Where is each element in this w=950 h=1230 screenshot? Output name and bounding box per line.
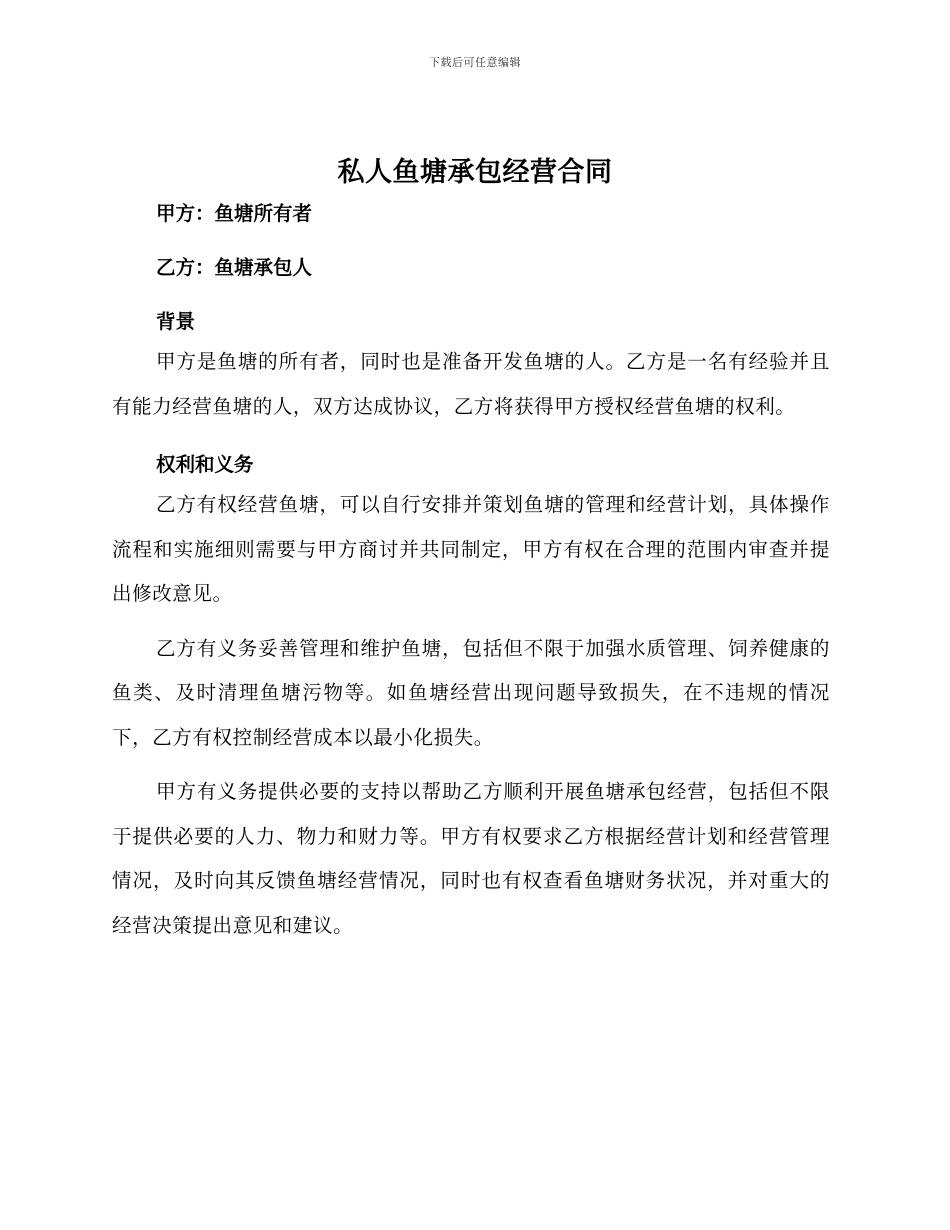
- document-body: [112, 196, 830, 948]
- rights-paragraph-2: 乙方有义务妥善管理和维护鱼塘，包括但不限于加强水质管理、饲养健康的鱼类、及时清理鱼塘污物等。如鱼塘经营出现问题导致损失，在不违规的情况下，乙方有权控制经营成本以最小化损失。: [112, 636, 830, 749]
- party-a-line: 甲方：鱼塘所有者: [156, 202, 313, 225]
- background-paragraph: 甲方是鱼塘的所有者，同时也是准备开发鱼塘的人。乙方是一名有经验并且有能力经营鱼塘的人，双方达成协议，乙方将获得甲方授权经营鱼塘的权利。: [112, 350, 830, 418]
- document-title: 私人鱼塘承包经营合同: [337, 157, 613, 188]
- section-heading-background: 背景: [156, 310, 196, 333]
- rights-paragraph-3: 甲方有义务提供必要的支持以帮助乙方顺利开展鱼塘承包经营，包括但不限于提供必要的人力、物力和财力等。甲方有权要求乙方根据经营计划和经营管理情况，及时向其反馈鱼塘经营情况，同时也有权查看鱼塘财务状况，并对重大的经营决策提出意见和建议。: [112, 780, 830, 937]
- section-heading-rights: 权利和义务: [156, 453, 254, 476]
- page-header-note: 下载后可任意编辑: [429, 56, 521, 69]
- party-b-line: 乙方：鱼塘承包人: [156, 256, 313, 279]
- rights-paragraph-1: 乙方有权经营鱼塘，可以自行安排并策划鱼塘的管理和经营计划，具体操作流程和实施细则需要与甲方商讨并共同制定，甲方有权在合理的范围内审查并提出修改意见。: [112, 493, 830, 605]
